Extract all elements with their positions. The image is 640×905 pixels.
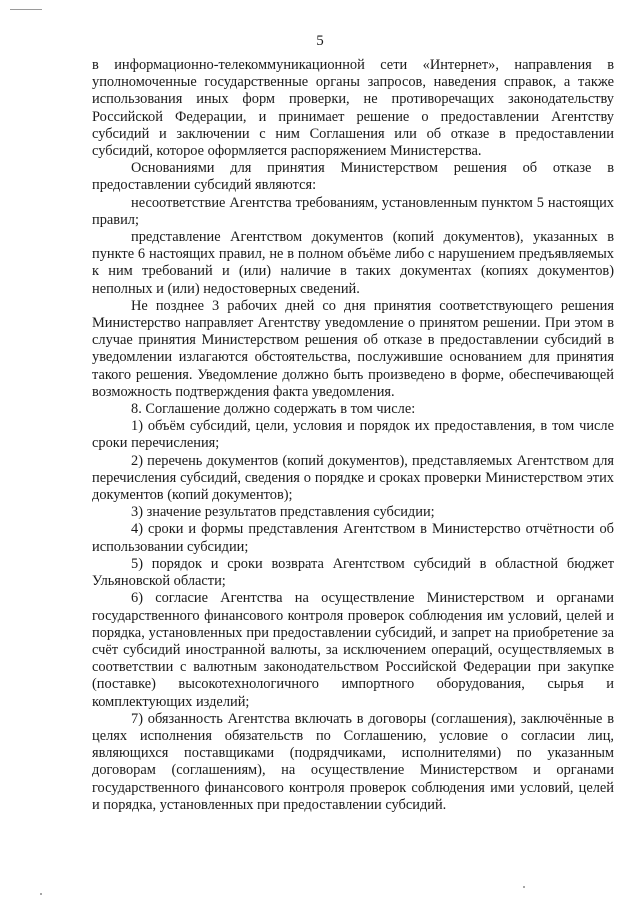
scan-corner-mark xyxy=(10,9,42,10)
scan-speck xyxy=(40,893,42,895)
list-item-1: 1) объём субсидий, цели, условия и порядок их предоставления, в том числе сроки перечисления; xyxy=(92,418,614,452)
list-item-7: 7) обязанность Агентства включать в договоры (соглашения), заключённые в целях исполнения обязательств по Соглашению, условие о согласии лиц, являющихся поставщиками (подрядчиками, исполнителями) по указанным договорам (соглашениям), на осуществление Министерством и органами государственного финансового контроля проверок соблюдения ими условий, целей и порядка, установленных при предоставлении субсидий. xyxy=(92,710,614,813)
paragraph-ground-1: несоответствие Агентства требованиям, установленным пунктом 5 настоящих правил; xyxy=(92,194,614,228)
document-body xyxy=(92,57,614,814)
list-item-4: 4) сроки и формы представления Агентством в Министерство отчётности об использовании субсидии; xyxy=(92,521,614,555)
list-item-2: 2) перечень документов (копий документов), представляемых Агентством для перечисления субсидий, сведения о порядке и сроках проверки Министерством этих документов (копий документов); xyxy=(92,452,614,504)
page-number: 5 xyxy=(316,33,324,49)
list-item-3: 3) значение результатов представления субсидии; xyxy=(131,504,435,521)
list-item-5: 5) порядок и сроки возврата Агентством субсидий в областной бюджет Ульяновской области; xyxy=(92,555,614,590)
paragraph-refusal-grounds: Основаниями для принятия Министерством решения об отказе в предоставлении субсидий являются: xyxy=(92,160,614,194)
paragraph-ground-2: представление Агентством документов (копий документов), указанных в пункте 6 настоящих правил, не в полном объёме либо с нарушением предъявляемых к ним требований и (или) наличие в таких документах (копиях документов) неполных и (или) недостоверных сведений. xyxy=(92,229,614,297)
paragraph-continuation: в информационно-телекоммуникационной сети «Интернет», направления в уполномоченные государственные органы запросов, наведения справок, а также использования иных форм проверки, не противоречащих законодательству Российской Федерации, и принимает решение о предоставлении Агентству субсидий и заключении с ним Соглашения или об отказе в предоставлении субсидий, которое оформляется распоряжением Министерства. xyxy=(92,57,614,160)
scan-speck xyxy=(523,886,525,888)
paragraph-section-8: 8. Соглашение должно содержать в том числе: xyxy=(131,401,416,418)
list-item-6: 6) согласие Агентства на осуществление Министерством и органами государственного финансового контроля проверок соблюдения им условий, целей и порядка, установленных при предоставлении субсидий, и запрет на приобретение за счёт субсидий иностранной валюты, за исключением операций, осуществляемых в соответствии с валютным законодательством Российской Федерации при закупке (поставке) высокотехнологичного импортного оборудования, сырья и комплектующих изделий; xyxy=(92,590,614,710)
paragraph-notification: Не позднее 3 рабочих дней со дня принятия соответствующего решения Министерство направляет Агентству уведомление о принятом решении. При этом в случае принятия Министерством решения об отказе в предоставлении субсидий в уведомлении излагаются обстоятельства, послужившие основанием для принятия такого решения. Уведомление должно быть произведено в форме, обеспечивающей возможность подтверждения факта уведомления. xyxy=(92,297,614,400)
